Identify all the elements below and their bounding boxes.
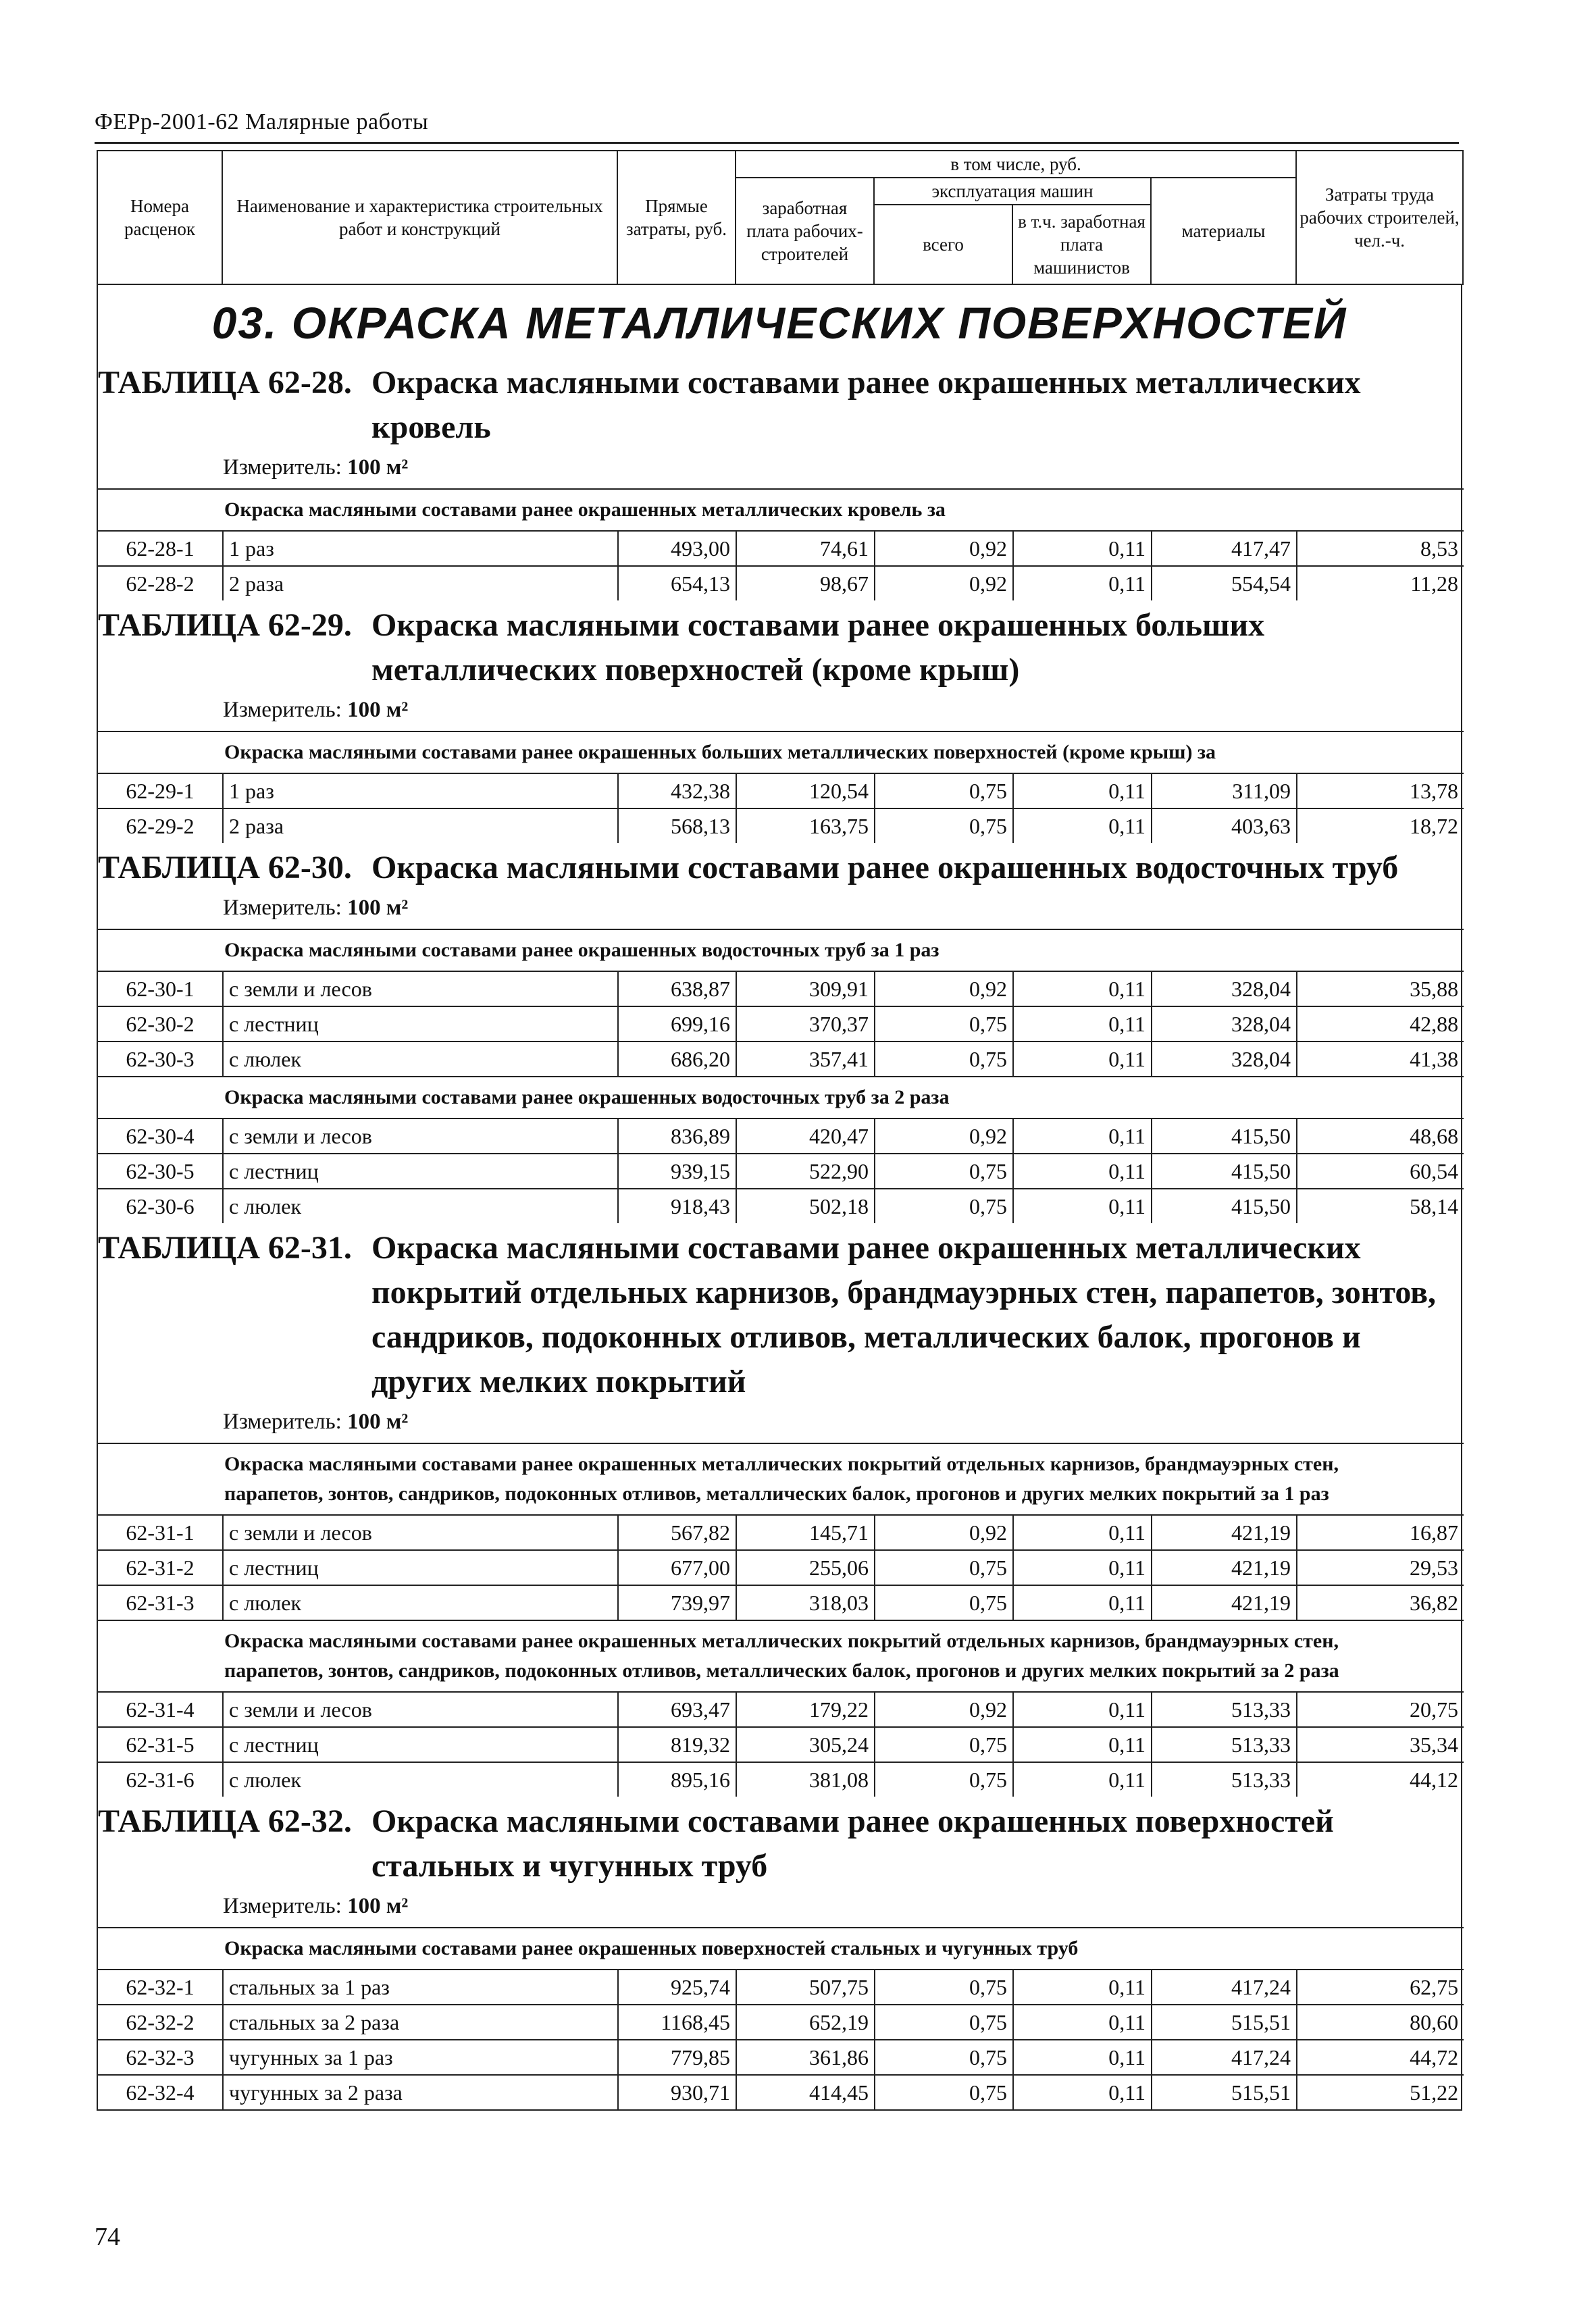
worker-wages: 120,54 [736, 773, 875, 808]
machines-total: 0,92 [875, 1515, 1013, 1550]
rate-table [98, 1443, 1464, 1797]
header-machinist-wages: в т.ч. заработная плата машинистов [1012, 205, 1151, 284]
table-number: ТАБЛИЦА 62-28. [98, 365, 352, 401]
direct-costs: 819,32 [618, 1727, 736, 1762]
machines-total: 0,75 [875, 1727, 1013, 1762]
table-row [98, 1970, 1464, 2005]
measure-value: 100 м² [347, 1410, 409, 1434]
measure-label: Измеритель: [223, 1894, 342, 1918]
rate-code: 62-29-2 [98, 808, 223, 843]
labor-hours: 8,53 [1297, 531, 1464, 566]
header-name: Наименование и характеристика строительных работ и конструкций [222, 151, 617, 284]
header-rule [95, 142, 1459, 144]
table-row [98, 1585, 1464, 1620]
section-title: 03. ОКРАСКА МЕТАЛЛИЧЕСКИХ ПОВЕРХНОСТЕЙ [211, 298, 1347, 348]
materials-cost: 328,04 [1152, 1042, 1297, 1077]
worker-wages: 370,37 [736, 1006, 875, 1042]
rate-code: 62-30-3 [98, 1042, 223, 1077]
column-header-table [97, 150, 1464, 285]
table-heading [98, 843, 1461, 890]
table-row [98, 1762, 1464, 1797]
table-heading [98, 358, 1461, 450]
labor-hours: 42,88 [1297, 1006, 1464, 1042]
worker-wages: 318,03 [736, 1585, 875, 1620]
labor-hours: 11,28 [1297, 566, 1464, 600]
rate-code: 62-32-2 [98, 2005, 223, 2040]
rate-table [98, 488, 1464, 600]
work-description: с люлек [223, 1585, 618, 1620]
direct-costs: 836,89 [618, 1119, 736, 1154]
direct-costs: 779,85 [618, 2040, 736, 2075]
table-row [98, 566, 1464, 600]
rate-code: 62-30-1 [98, 971, 223, 1006]
worker-wages: 309,91 [736, 971, 875, 1006]
worker-wages: 361,86 [736, 2040, 875, 2075]
materials-cost: 421,19 [1152, 1585, 1297, 1620]
direct-costs: 930,71 [618, 2075, 736, 2109]
work-description: чугунных за 1 раз [223, 2040, 618, 2075]
labor-hours: 18,72 [1297, 808, 1464, 843]
rate-code: 62-28-2 [98, 566, 223, 600]
rate-code: 62-28-1 [98, 531, 223, 566]
materials-cost: 415,50 [1152, 1119, 1297, 1154]
header-wages: заработная плата рабочих-строителей [736, 178, 874, 284]
direct-costs: 568,13 [618, 808, 736, 843]
worker-wages: 420,47 [736, 1119, 875, 1154]
worker-wages: 98,67 [736, 566, 875, 600]
rate-code: 62-30-5 [98, 1154, 223, 1189]
worker-wages: 163,75 [736, 808, 875, 843]
work-description: 2 раза [223, 566, 618, 600]
labor-hours: 29,53 [1297, 1550, 1464, 1585]
table-number: ТАБЛИЦА 62-32. [98, 1803, 352, 1839]
machinist-wages: 0,11 [1013, 531, 1152, 566]
table-title: Окраска масляными составами ранее окрашенных металлических кровель [371, 365, 1361, 445]
rate-tables [98, 358, 1461, 2109]
labor-hours: 80,60 [1297, 2005, 1464, 2040]
table-heading [98, 1797, 1461, 1888]
table-title: Окраска масляными составами ранее окрашенных поверхностей стальных и чугунных труб [371, 1803, 1334, 1884]
table-number: ТАБЛИЦА 62-29. [98, 607, 352, 643]
direct-costs: 918,43 [618, 1189, 736, 1223]
measure-value: 100 м² [347, 455, 409, 480]
direct-costs: 493,00 [618, 531, 736, 566]
materials-cost: 403,63 [1152, 808, 1297, 843]
machines-total: 0,75 [875, 1585, 1013, 1620]
table-row [98, 1119, 1464, 1154]
labor-hours: 60,54 [1297, 1154, 1464, 1189]
table-heading [98, 600, 1461, 692]
header-code: Номера расценок [97, 151, 222, 284]
direct-costs: 567,82 [618, 1515, 736, 1550]
machinist-wages: 0,11 [1013, 1762, 1152, 1797]
table-row [98, 1042, 1464, 1077]
measure-label: Измеритель: [223, 698, 342, 722]
worker-wages: 305,24 [736, 1727, 875, 1762]
table-row [98, 773, 1464, 808]
page-number: 74 [95, 2223, 120, 2251]
measure-unit [98, 692, 1461, 731]
machines-total: 0,92 [875, 1119, 1013, 1154]
materials-cost: 311,09 [1152, 773, 1297, 808]
table-title: Окраска масляными составами ранее окрашенных водосточных труб [371, 850, 1399, 885]
materials-cost: 415,50 [1152, 1189, 1297, 1223]
machinist-wages: 0,11 [1013, 1727, 1152, 1762]
materials-cost: 513,33 [1152, 1727, 1297, 1762]
header-materials: материалы [1151, 178, 1296, 284]
machinist-wages: 0,11 [1013, 773, 1152, 808]
work-description: с лестниц [223, 1154, 618, 1189]
machines-total: 0,75 [875, 2040, 1013, 2075]
rate-code: 62-32-3 [98, 2040, 223, 2075]
measure-unit [98, 1404, 1461, 1443]
machinist-wages: 0,11 [1013, 1189, 1152, 1223]
materials-cost: 513,33 [1152, 1762, 1297, 1797]
measure-label: Измеритель: [223, 1410, 342, 1434]
table-row [98, 1692, 1464, 1727]
machines-total: 0,75 [875, 1762, 1013, 1797]
content-box [97, 285, 1462, 2111]
worker-wages: 502,18 [736, 1189, 875, 1223]
machines-total: 0,75 [875, 1970, 1013, 2005]
work-description: стальных за 1 раз [223, 1970, 618, 2005]
labor-hours: 44,72 [1297, 2040, 1464, 2075]
labor-hours: 35,88 [1297, 971, 1464, 1006]
rate-code: 62-32-4 [98, 2075, 223, 2109]
materials-cost: 515,51 [1152, 2075, 1297, 2109]
materials-cost: 415,50 [1152, 1154, 1297, 1189]
table-number: ТАБЛИЦА 62-30. [98, 850, 352, 885]
materials-cost: 515,51 [1152, 2005, 1297, 2040]
worker-wages: 652,19 [736, 2005, 875, 2040]
machines-total: 0,75 [875, 1042, 1013, 1077]
machinist-wages: 0,11 [1013, 1585, 1152, 1620]
group-subtitle: Окраска масляными составами ранее окрашенных металлических покрытий отдельных карнизов, брандмауэрных стен, парапетов, зонтов, сандриков, подоконных отливов, металлических балок, прогонов и других мелких покрытий за 2 раза [98, 1620, 1464, 1692]
direct-costs: 895,16 [618, 1762, 736, 1797]
work-description: с лестниц [223, 1006, 618, 1042]
direct-costs: 925,74 [618, 1970, 736, 2005]
rate-code: 62-31-2 [98, 1550, 223, 1585]
worker-wages: 357,41 [736, 1042, 875, 1077]
machines-total: 0,75 [875, 808, 1013, 843]
machinist-wages: 0,11 [1013, 971, 1152, 1006]
direct-costs: 686,20 [618, 1042, 736, 1077]
rate-code: 62-32-1 [98, 1970, 223, 2005]
rate-code: 62-31-3 [98, 1585, 223, 1620]
table-row [98, 1515, 1464, 1550]
work-description: с люлек [223, 1762, 618, 1797]
table-row [98, 1727, 1464, 1762]
work-description: с земли и лесов [223, 1515, 618, 1550]
work-description: с люлек [223, 1189, 618, 1223]
table-row [98, 1189, 1464, 1223]
group-subtitle: Окраска масляными составами ранее окрашенных поверхностей стальных и чугунных труб [98, 1928, 1464, 1970]
table-row [98, 1154, 1464, 1189]
machinist-wages: 0,11 [1013, 566, 1152, 600]
header-direct-costs: Прямые затраты, руб. [617, 151, 736, 284]
header-machines-total: всего [874, 205, 1012, 284]
worker-wages: 381,08 [736, 1762, 875, 1797]
rate-code: 62-29-1 [98, 773, 223, 808]
machines-total: 0,75 [875, 2005, 1013, 2040]
group-subtitle: Окраска масляными составами ранее окрашенных водосточных труб за 1 раз [98, 929, 1464, 971]
work-description: с земли и лесов [223, 1692, 618, 1727]
worker-wages: 414,45 [736, 2075, 875, 2109]
machines-total: 0,92 [875, 1692, 1013, 1727]
rate-code: 62-31-6 [98, 1762, 223, 1797]
table-title: Окраска масляными составами ранее окрашенных больших металлических поверхностей (кроме крыш) [371, 607, 1265, 688]
materials-cost: 554,54 [1152, 566, 1297, 600]
machinist-wages: 0,11 [1013, 1692, 1152, 1727]
machinist-wages: 0,11 [1013, 2040, 1152, 2075]
direct-costs: 739,97 [618, 1585, 736, 1620]
rate-code: 62-30-6 [98, 1189, 223, 1223]
materials-cost: 328,04 [1152, 971, 1297, 1006]
header-labor: Затраты труда рабочих строителей, чел.-ч. [1296, 151, 1463, 284]
worker-wages: 145,71 [736, 1515, 875, 1550]
table-row [98, 971, 1464, 1006]
rate-code: 62-31-5 [98, 1727, 223, 1762]
table-row [98, 531, 1464, 566]
measure-value: 100 м² [347, 1894, 409, 1918]
group-subtitle: Окраска масляными составами ранее окрашенных водосточных труб за 2 раза [98, 1077, 1464, 1119]
table-heading [98, 1223, 1461, 1404]
machines-total: 0,75 [875, 1154, 1013, 1189]
machines-total: 0,92 [875, 971, 1013, 1006]
machines-total: 0,75 [875, 2075, 1013, 2109]
table-row [98, 1550, 1464, 1585]
work-description: 1 раз [223, 773, 618, 808]
labor-hours: 35,34 [1297, 1727, 1464, 1762]
table-number: ТАБЛИЦА 62-31. [98, 1230, 352, 1266]
machinist-wages: 0,11 [1013, 1515, 1152, 1550]
work-description: с земли и лесов [223, 971, 618, 1006]
rate-table [98, 1927, 1464, 2109]
work-description: 1 раз [223, 531, 618, 566]
materials-cost: 421,19 [1152, 1550, 1297, 1585]
labor-hours: 41,38 [1297, 1042, 1464, 1077]
labor-hours: 58,14 [1297, 1189, 1464, 1223]
table-row [98, 2075, 1464, 2109]
work-description: чугунных за 2 раза [223, 2075, 618, 2109]
direct-costs: 699,16 [618, 1006, 736, 1042]
work-description: с лестниц [223, 1727, 618, 1762]
machines-total: 0,75 [875, 1006, 1013, 1042]
measure-value: 100 м² [347, 896, 409, 920]
group-subtitle: Окраска масляными составами ранее окрашенных металлических кровель за [98, 489, 1464, 531]
table-row [98, 1006, 1464, 1042]
labor-hours: 44,12 [1297, 1762, 1464, 1797]
machinist-wages: 0,11 [1013, 2005, 1152, 2040]
worker-wages: 255,06 [736, 1550, 875, 1585]
labor-hours: 16,87 [1297, 1515, 1464, 1550]
table-title: Окраска масляными составами ранее окрашенных металлических покрытий отдельных карнизов, брандмауэрных стен, парапетов, зонтов, сандриков, подоконных отливов, металлических балок, прогонов и других мелких покрытий [371, 1230, 1437, 1399]
labor-hours: 51,22 [1297, 2075, 1464, 2109]
worker-wages: 507,75 [736, 1970, 875, 2005]
work-description: стальных за 2 раза [223, 2005, 618, 2040]
direct-costs: 432,38 [618, 773, 736, 808]
materials-cost: 417,47 [1152, 531, 1297, 566]
machinist-wages: 0,11 [1013, 2075, 1152, 2109]
machines-total: 0,92 [875, 531, 1013, 566]
group-subtitle: Окраска масляными составами ранее окрашенных больших металлических поверхностей (кроме крыш) за [98, 731, 1464, 773]
header-including: в том числе, руб. [736, 151, 1296, 178]
labor-hours: 62,75 [1297, 1970, 1464, 2005]
work-description: с люлек [223, 1042, 618, 1077]
direct-costs: 638,87 [618, 971, 736, 1006]
table-row [98, 2005, 1464, 2040]
measure-unit [98, 890, 1461, 929]
materials-cost: 513,33 [1152, 1692, 1297, 1727]
machinist-wages: 0,11 [1013, 1119, 1152, 1154]
direct-costs: 939,15 [618, 1154, 736, 1189]
labor-hours: 36,82 [1297, 1585, 1464, 1620]
measure-label: Измеритель: [223, 896, 342, 920]
machines-total: 0,75 [875, 1189, 1013, 1223]
rate-table [98, 731, 1464, 843]
measure-unit [98, 450, 1461, 488]
materials-cost: 417,24 [1152, 1970, 1297, 2005]
rate-code: 62-30-4 [98, 1119, 223, 1154]
materials-cost: 328,04 [1152, 1006, 1297, 1042]
worker-wages: 522,90 [736, 1154, 875, 1189]
measure-value: 100 м² [347, 698, 409, 722]
worker-wages: 74,61 [736, 531, 875, 566]
machines-total: 0,75 [875, 1550, 1013, 1585]
labor-hours: 20,75 [1297, 1692, 1464, 1727]
work-description: с лестниц [223, 1550, 618, 1585]
machinist-wages: 0,11 [1013, 1550, 1152, 1585]
direct-costs: 654,13 [618, 566, 736, 600]
machines-total: 0,92 [875, 566, 1013, 600]
direct-costs: 693,47 [618, 1692, 736, 1727]
group-subtitle: Окраска масляными составами ранее окрашенных металлических покрытий отдельных карнизов, брандмауэрных стен, парапетов, зонтов, сандриков, подоконных отливов, металлических балок, прогонов и других мелких покрытий за 1 раз [98, 1443, 1464, 1515]
measure-unit [98, 1888, 1461, 1927]
rate-table [98, 929, 1464, 1223]
direct-costs: 677,00 [618, 1550, 736, 1585]
direct-costs: 1168,45 [618, 2005, 736, 2040]
table-row [98, 2040, 1464, 2075]
running-header: ФЕРр-2001-62 Малярные работы [95, 109, 429, 134]
table-row [98, 808, 1464, 843]
document-body [97, 150, 1462, 2111]
header-machines: эксплуатация машин [874, 178, 1151, 205]
measure-label: Измеритель: [223, 455, 342, 480]
materials-cost: 417,24 [1152, 2040, 1297, 2075]
machinist-wages: 0,11 [1013, 1042, 1152, 1077]
worker-wages: 179,22 [736, 1692, 875, 1727]
machinist-wages: 0,11 [1013, 1970, 1152, 2005]
rate-code: 62-30-2 [98, 1006, 223, 1042]
work-description: с земли и лесов [223, 1119, 618, 1154]
rate-code: 62-31-1 [98, 1515, 223, 1550]
machinist-wages: 0,11 [1013, 808, 1152, 843]
machinist-wages: 0,11 [1013, 1154, 1152, 1189]
machines-total: 0,75 [875, 773, 1013, 808]
labor-hours: 48,68 [1297, 1119, 1464, 1154]
materials-cost: 421,19 [1152, 1515, 1297, 1550]
work-description: 2 раза [223, 808, 618, 843]
labor-hours: 13,78 [1297, 773, 1464, 808]
machinist-wages: 0,11 [1013, 1006, 1152, 1042]
rate-code: 62-31-4 [98, 1692, 223, 1727]
